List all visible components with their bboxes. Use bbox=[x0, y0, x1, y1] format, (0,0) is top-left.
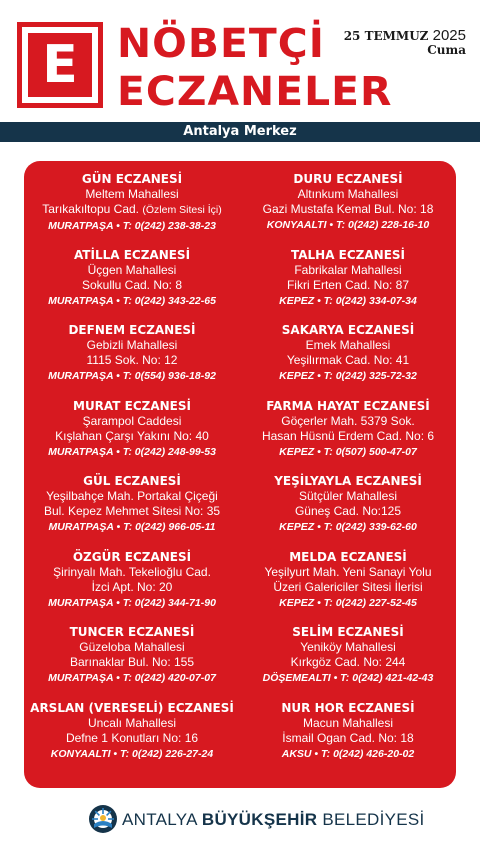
pharmacy-address-line2-text: Tarıkakıltopu Cad. bbox=[42, 202, 140, 216]
pharmacy-address-line1: Altınkum Mahallesi bbox=[297, 187, 399, 201]
pharmacy-address-line2-text: 1115 Sok. No: 12 bbox=[86, 353, 178, 367]
region-bar bbox=[0, 122, 480, 142]
pharmacy-address-line2-text: İsmail Ogan Cad. No: 18 bbox=[282, 730, 414, 745]
pharmacy-district-phone: MURATPAŞA • T: 0(242) 966-05-11 bbox=[48, 521, 216, 533]
pharmacy-district-phone: MURATPAŞA • T: 0(242) 420-07-07 bbox=[48, 672, 216, 684]
pharmacy-address-line2 bbox=[24, 278, 240, 293]
pharmacy-address-line2 bbox=[24, 655, 240, 670]
pharmacy-address-line2-text: Bul. Kepez Mehmet Sitesi No: 35 bbox=[43, 504, 221, 518]
pharmacy-address-line2 bbox=[240, 655, 456, 670]
pharmacy-name: ÖZGÜR ECZANESİ bbox=[72, 549, 192, 564]
day-of-week: Cuma bbox=[427, 43, 466, 57]
pharmacy-name: DEFNEM ECZANESİ bbox=[68, 323, 196, 337]
page-title-line2: ECZANELER bbox=[117, 69, 393, 115]
pharmacy-address-line2-text: Yeşilırmak Cad. No: 41 bbox=[286, 353, 410, 367]
pharmacy-district-phone: KONYAALTI • T: 0(242) 226-27-24 bbox=[50, 747, 214, 760]
pharmacy-address-line2 bbox=[240, 278, 456, 293]
page-title-line1: NÖBETÇİ bbox=[117, 21, 325, 67]
pharmacy-district-phone: KEPEZ • T: 0(242) 325-72-32 bbox=[279, 370, 417, 382]
pharmacy-column-left bbox=[24, 171, 240, 775]
pharmacy-district-phone: MURATPAŞA • T: 0(242) 248-99-53 bbox=[48, 445, 216, 458]
pharmacy-address-line2-text: Sokullu Cad. No: 8 bbox=[81, 277, 183, 292]
pharmacy-address-line1: Uncalı Mahallesi bbox=[87, 715, 177, 730]
pharmacy-name: SELİM ECZANESİ bbox=[292, 625, 404, 639]
header bbox=[0, 0, 480, 120]
pharmacy-address-line2 bbox=[24, 429, 240, 444]
footer-org-part1: ANTALYA bbox=[122, 810, 197, 829]
pharmacy-card bbox=[240, 398, 456, 474]
pharmacy-card bbox=[240, 700, 456, 776]
pharmacy-address-line1: Gebizli Mahallesi bbox=[86, 338, 178, 352]
pharmacy-address-note: (Özlem Sitesi İçi) bbox=[142, 204, 222, 216]
footer-org-name bbox=[122, 810, 425, 830]
pharmacy-card bbox=[24, 624, 240, 700]
pharmacy-name: GÜN ECZANESİ bbox=[81, 172, 183, 186]
pharmacy-card bbox=[24, 700, 240, 776]
pharmacy-card bbox=[24, 171, 240, 247]
pharmacy-district-phone: MURATPAŞA • T: 0(554) 936-18-92 bbox=[48, 370, 216, 382]
pharmacy-address-line2 bbox=[240, 580, 456, 595]
pharmacy-address-line1: Yeşilyurt Mah. Yeni Sanayi Yolu bbox=[264, 564, 432, 579]
footer bbox=[0, 798, 480, 848]
pharmacy-address-line1: Yeniköy Mahallesi bbox=[300, 640, 396, 654]
pharmacy-district-phone: MURATPAŞA • T: 0(242) 238-38-23 bbox=[48, 220, 216, 232]
pharmacy-name: DURU ECZANESİ bbox=[293, 172, 403, 186]
pharmacy-column-right bbox=[240, 171, 456, 775]
date-text: 25 TEMMUZ bbox=[343, 29, 429, 43]
pharmacy-address-line1: Şirinyalı Mah. Tekelioğlu Cad. bbox=[53, 564, 211, 579]
pharmacy-address-line2-text: Üzeri Galericiler Sitesi İlerisi bbox=[273, 579, 423, 594]
pharmacy-address-line2 bbox=[24, 580, 240, 595]
pharmacy-address-line1: Macun Mahallesi bbox=[302, 715, 394, 730]
region-title: Antalya Merkez bbox=[183, 124, 297, 139]
footer-org-part2: BÜYÜKŞEHİR bbox=[201, 810, 318, 829]
pharmacy-name: ATİLLA ECZANESİ bbox=[73, 247, 191, 262]
pharmacy-address-line2 bbox=[24, 731, 240, 746]
pharmacy-district-phone: KONYAALTI • T: 0(242) 228-16-10 bbox=[266, 219, 430, 231]
pharmacy-address-line1: Şarampol Caddesi bbox=[82, 413, 182, 428]
pharmacy-address-line2 bbox=[240, 202, 456, 217]
pharmacy-card bbox=[240, 322, 456, 398]
date bbox=[344, 27, 466, 44]
pharmacy-address-line2-text: Defne 1 Konutları No: 16 bbox=[65, 730, 199, 745]
pharmacy-district-phone: MURATPAŞA • T: 0(242) 343-22-65 bbox=[48, 294, 216, 307]
pharmacy-card bbox=[24, 247, 240, 323]
pharmacy-name: MELDA ECZANESİ bbox=[289, 549, 407, 564]
pharmacy-address-line2-text: Fikri Erten Cad. No: 87 bbox=[286, 277, 410, 292]
pharmacy-address-line2 bbox=[240, 731, 456, 746]
pharmacy-address-line2 bbox=[240, 504, 456, 519]
pharmacy-address-line2 bbox=[24, 353, 240, 368]
pharmacy-name: FARMA HAYAT ECZANESİ bbox=[266, 398, 430, 413]
pharmacy-address-line2-text: Gazi Mustafa Kemal Bul. No: 18 bbox=[262, 202, 434, 216]
pharmacy-district-phone: AKSU • T: 0(242) 426-20-02 bbox=[281, 747, 415, 760]
pharmacy-address-line1: Güzeloba Mahallesi bbox=[79, 640, 185, 654]
pharmacy-district-phone: KEPEZ • T: 0(242) 334-07-34 bbox=[279, 294, 417, 307]
pharmacy-address-line2-text: Kışlahan Çarşı Yakını No: 40 bbox=[55, 428, 209, 443]
pharmacy-name: MURAT ECZANESİ bbox=[73, 398, 191, 413]
antalya-municipality-logo-icon bbox=[88, 804, 118, 834]
pharmacy-district-phone: KEPEZ • T: 0(507) 500-47-07 bbox=[279, 445, 417, 458]
pharmacy-address-line1: Sütçüler Mahallesi bbox=[298, 489, 398, 503]
pharmacy-e-logo-icon bbox=[17, 22, 103, 108]
pharmacy-card bbox=[240, 473, 456, 549]
pharmacy-address-line1: Meltem Mahallesi bbox=[85, 187, 179, 201]
pharmacy-card bbox=[240, 549, 456, 625]
date-year: 2025 bbox=[432, 27, 466, 44]
pharmacy-card bbox=[24, 322, 240, 398]
pharmacy-card bbox=[24, 473, 240, 549]
pharmacy-district-phone: KEPEZ • T: 0(242) 339-62-60 bbox=[279, 521, 417, 533]
pharmacy-district-phone: KEPEZ • T: 0(242) 227-52-45 bbox=[279, 596, 417, 609]
pharmacy-card bbox=[24, 398, 240, 474]
pharmacy-name: TUNCER ECZANESİ bbox=[69, 625, 195, 639]
pharmacy-district-phone: MURATPAŞA • T: 0(242) 344-71-90 bbox=[48, 596, 216, 609]
pharmacy-card bbox=[240, 624, 456, 700]
pharmacy-address-line2 bbox=[24, 504, 240, 519]
pharmacy-name: ARSLAN (VERESELİ) ECZANESİ bbox=[30, 700, 234, 715]
footer-org-part3: BELEDİYESİ bbox=[322, 810, 425, 829]
pharmacy-address-line2-text: Hasan Hüsnü Erdem Cad. No: 6 bbox=[261, 428, 435, 443]
pharmacy-address-line2-text: Barınaklar Bul. No: 155 bbox=[69, 655, 195, 669]
pharmacy-card bbox=[240, 247, 456, 323]
pharmacy-address-line2 bbox=[24, 202, 240, 218]
pharmacy-address-line1: Emek Mahallesi bbox=[305, 338, 391, 352]
pharmacy-address-line2 bbox=[240, 353, 456, 368]
pharmacy-address-line2-text: Güneş Cad. No:125 bbox=[294, 504, 402, 518]
logo-letter: E bbox=[28, 33, 92, 97]
pharmacy-address-line1: Fabrikalar Mahallesi bbox=[294, 262, 402, 277]
pharmacy-address-line2-text: İzci Apt. No: 20 bbox=[91, 579, 173, 594]
pharmacy-district-phone: DÖŞEMEALTI • T: 0(242) 421-42-43 bbox=[262, 672, 434, 684]
pharmacy-address-line1: Yeşilbahçe Mah. Portakal Çiçeği bbox=[46, 489, 218, 503]
pharmacy-address-line1: Üçgen Mahallesi bbox=[87, 262, 177, 277]
pharmacy-card bbox=[240, 171, 456, 247]
pharmacy-address-line2-text: Kırkgöz Cad. No: 244 bbox=[290, 655, 406, 669]
pharmacy-name: GÜL ECZANESİ bbox=[83, 474, 181, 488]
pharmacy-address-line2 bbox=[240, 429, 456, 444]
pharmacy-card bbox=[24, 549, 240, 625]
pharmacy-name: SAKARYA ECZANESİ bbox=[281, 323, 415, 337]
pharmacy-list-panel bbox=[24, 161, 456, 788]
pharmacy-address-line1: Göçerler Mah. 5379 Sok. bbox=[281, 413, 415, 428]
pharmacy-name: NUR HOR ECZANESİ bbox=[281, 700, 415, 715]
pharmacy-name: YEŞİLYAYLA ECZANESİ bbox=[274, 474, 422, 488]
pharmacy-name: TALHA ECZANESİ bbox=[290, 247, 406, 262]
